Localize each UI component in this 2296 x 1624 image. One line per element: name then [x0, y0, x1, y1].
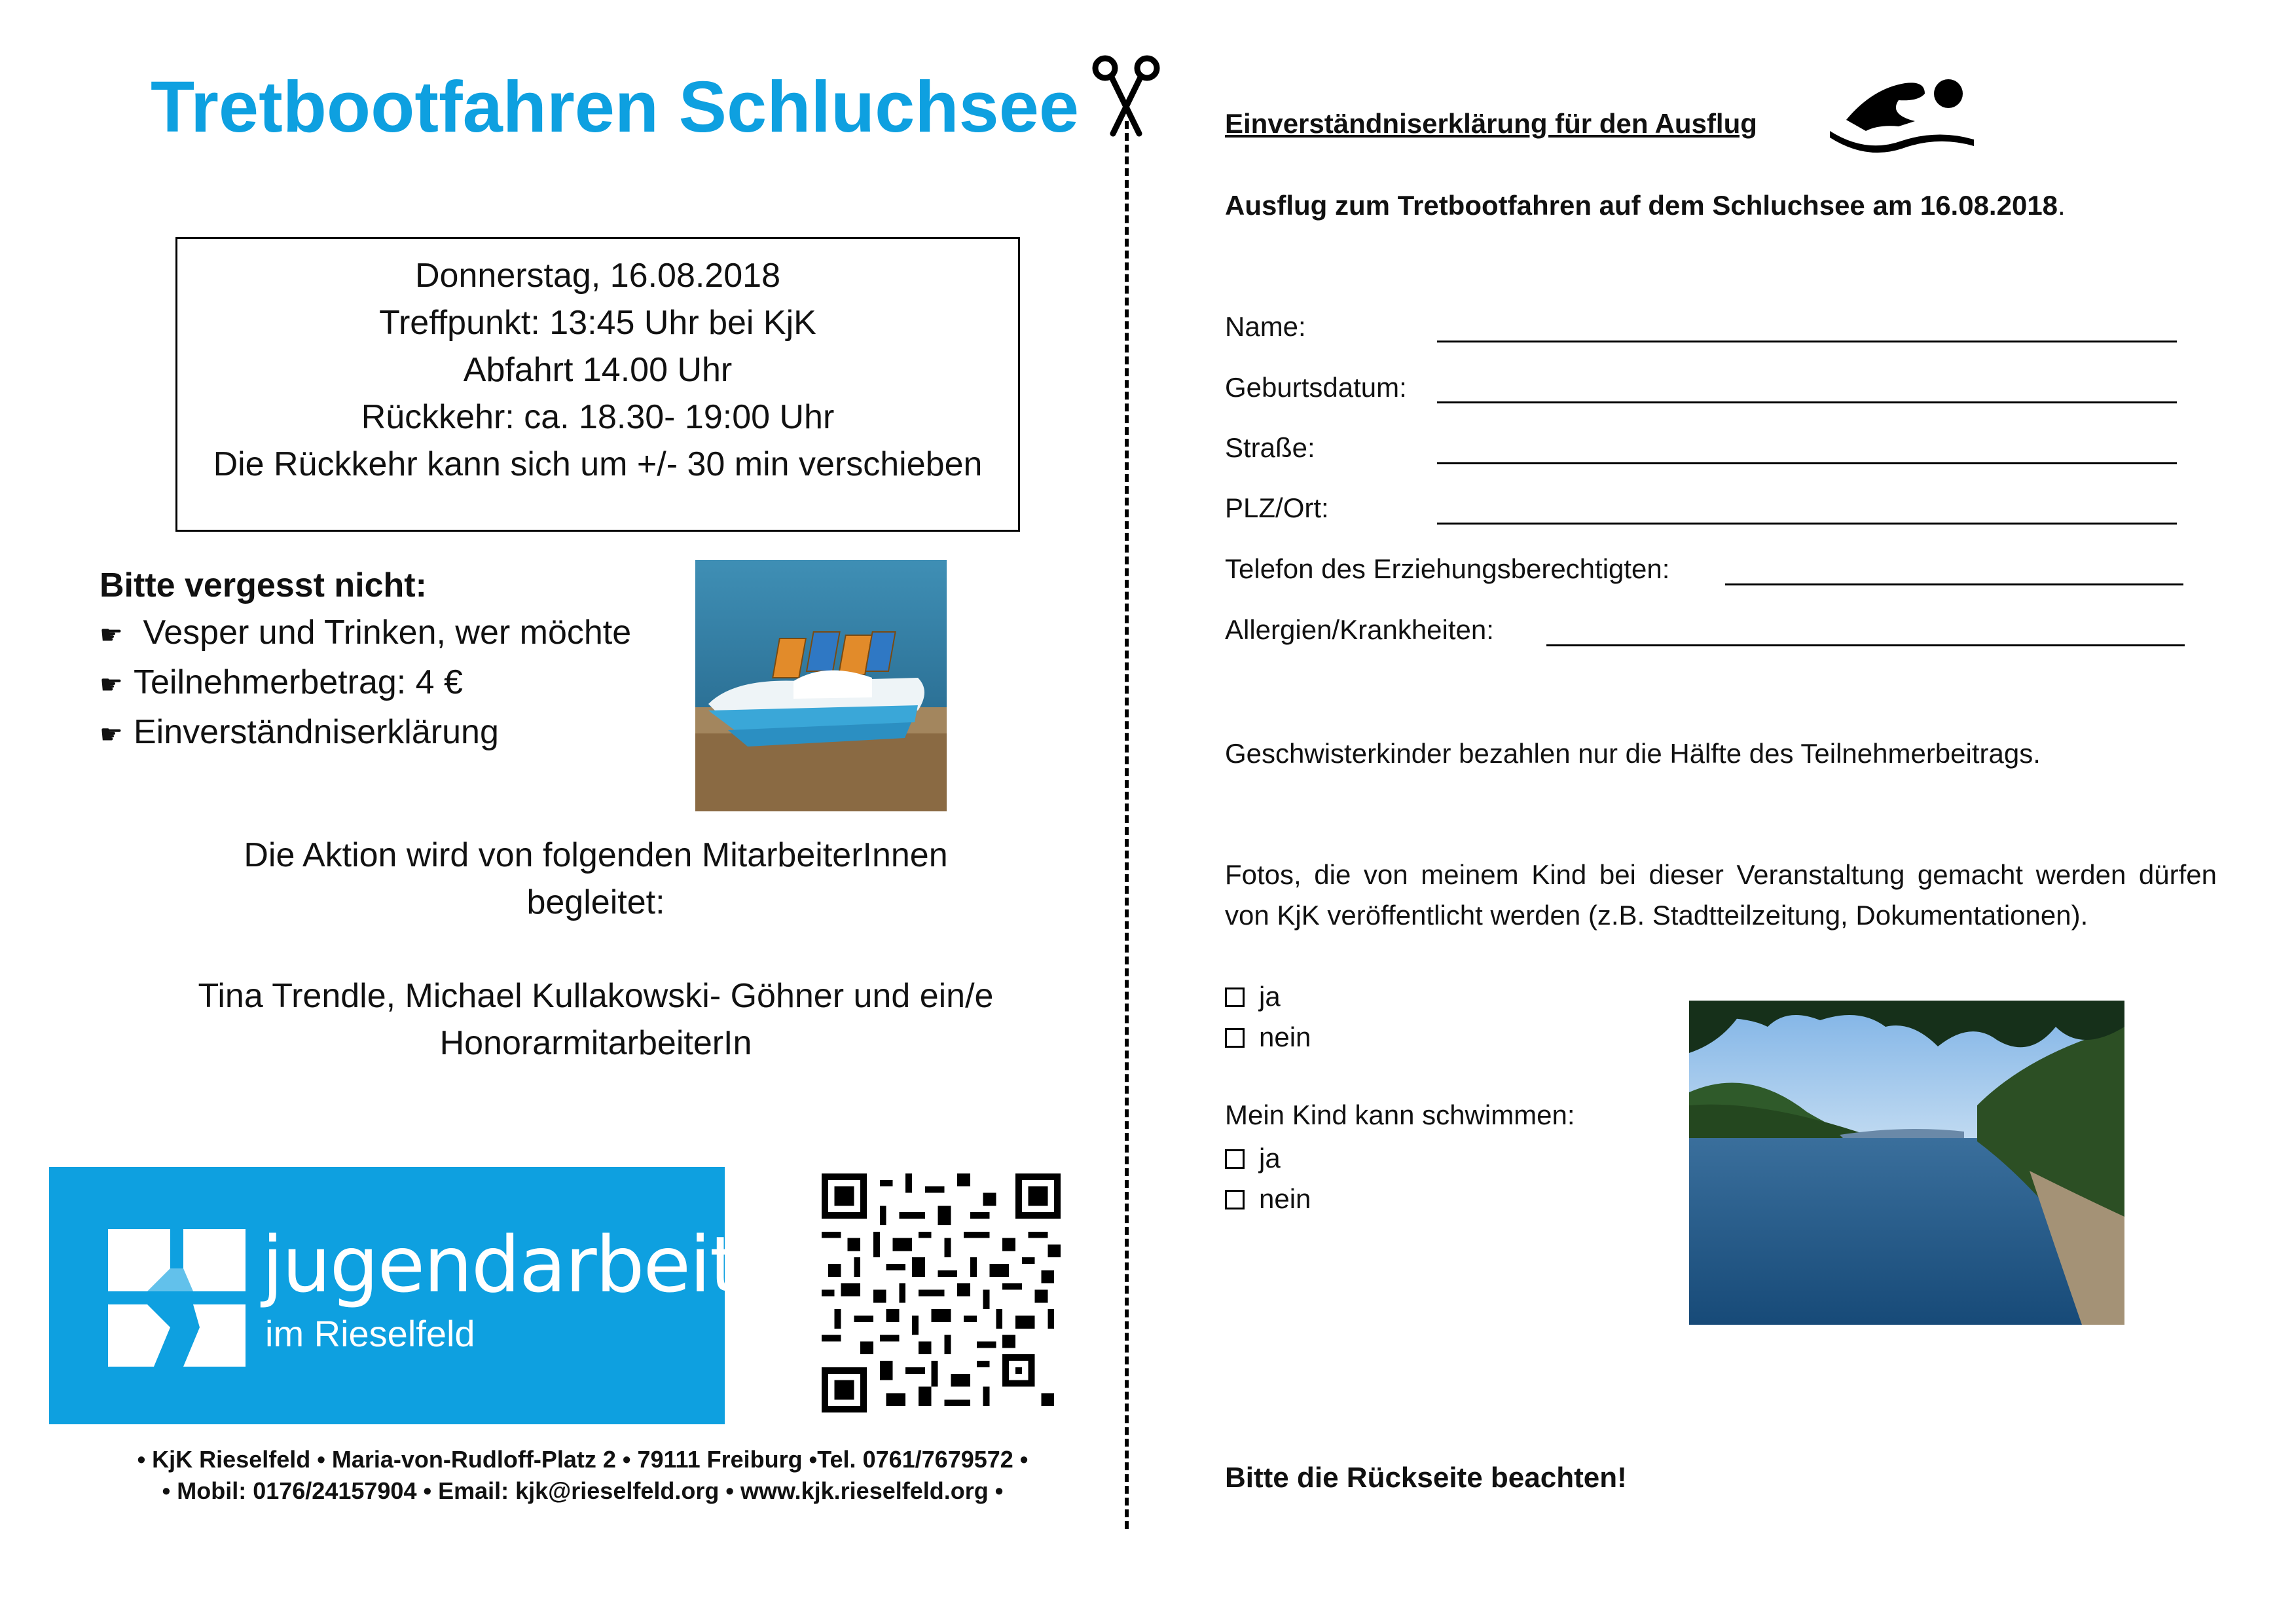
name-label: Name:	[1225, 311, 1306, 342]
reminder-heading: Bitte vergesst nicht:	[100, 566, 427, 604]
photo-consent-text: Fotos, die von meinem Kind bei dieser Veranstaltung gemacht werden dürfen von KjK veröffentlicht werden (z.B. Stadtteilzeitung, Dokumentationen).	[1225, 859, 2217, 931]
lake-photo	[1689, 1001, 2124, 1325]
contact-footer-line-2: • Mobil: 0176/24157904 • Email: kjk@rieselfeld.org • www.kjk.rieselfeld.org •	[162, 1477, 1004, 1504]
event-info-box	[175, 237, 1020, 532]
city-label: PLZ/Ort:	[1225, 492, 1329, 523]
siblings-note: Geschwisterkinder bezahlen nur die Hälfte des Teilnehmerbeitrags.	[1225, 738, 2041, 769]
pointing-hand-icon: ☛	[100, 621, 123, 650]
back-side-note: Bitte die Rückseite beachten!	[1225, 1462, 1627, 1494]
reminder-item: ☛ Vesper und Trinken, wer möchte	[100, 609, 631, 659]
allergies-field[interactable]	[1546, 644, 2185, 646]
info-return: Rückkehr: ca. 18.30- 19:00 Uhr	[361, 398, 835, 436]
swim-no[interactable]: nein	[1225, 1183, 1311, 1215]
checkbox[interactable]	[1225, 1190, 1245, 1209]
pedal-boat-photo	[695, 560, 947, 811]
logo-mark-icon	[108, 1229, 246, 1367]
checkbox[interactable]	[1225, 987, 1245, 1007]
jugendarbeit-logo	[49, 1167, 739, 1424]
checkbox[interactable]	[1225, 1028, 1245, 1048]
phone-field[interactable]	[1725, 583, 2183, 585]
birthdate-label: Geburtsdatum:	[1225, 372, 1407, 403]
trip-description: Ausflug zum Tretbootfahren auf dem Schluchsee am 16.08.2018.	[1225, 190, 2066, 221]
name-field[interactable]	[1437, 341, 2177, 342]
contact-footer-line-1: • KjK Rieselfeld • Maria-von-Rudloff-Platz 2 • 79111 Freiburg •Tel. 0761/7679572 •	[137, 1446, 1029, 1473]
checkbox[interactable]	[1225, 1149, 1245, 1169]
pointing-hand-icon: ☛	[100, 671, 123, 699]
page-title: Tretbootfahren Schluchsee	[151, 67, 1080, 147]
logo-wordmark: jugendarbeit	[262, 1219, 739, 1310]
photo-consent-no[interactable]: nein	[1225, 1022, 1311, 1053]
staff-intro: Die Aktion wird von folgenden MitarbeiterInnen begleitet:	[244, 836, 948, 921]
street-label: Straße:	[1225, 432, 1315, 463]
reminder-item: ☛ Teilnehmerbetrag: 4 €	[100, 659, 631, 709]
info-return-note: Die Rückkehr kann sich um +/- 30 min verschieben	[213, 445, 983, 483]
birthdate-field[interactable]	[1437, 401, 2177, 403]
info-date: Donnerstag, 16.08.2018	[415, 257, 780, 295]
reminder-list	[100, 562, 631, 758]
city-field[interactable]	[1437, 523, 2177, 525]
phone-label: Telefon des Erziehungsberechtigten:	[1225, 553, 1670, 584]
swim-question: Mein Kind kann schwimmen:	[1225, 1099, 1575, 1130]
allergies-label: Allergien/Krankheiten:	[1225, 614, 1494, 645]
swimmer-icon	[1827, 69, 1977, 154]
street-field[interactable]	[1437, 462, 2177, 464]
reminder-item: ☛ Einverständniserklärung	[100, 709, 631, 758]
photo-consent-yes[interactable]: ja	[1225, 981, 1281, 1012]
info-departure: Abfahrt 14.00 Uhr	[463, 351, 733, 389]
swim-yes[interactable]: ja	[1225, 1143, 1281, 1174]
cut-line	[1125, 121, 1129, 1529]
pointing-hand-icon: ☛	[100, 720, 123, 749]
consent-heading: Einverständniserklärung für den Ausflug	[1225, 108, 1757, 139]
logo-subtitle: im Rieselfeld	[265, 1313, 475, 1354]
staff-names: Tina Trendle, Michael Kullakowski- Göhner und ein/e HonorarmitarbeiterIn	[198, 977, 994, 1062]
qr-code[interactable]	[822, 1173, 1061, 1412]
info-meeting-point: Treffpunkt: 13:45 Uhr bei KjK	[379, 304, 816, 342]
